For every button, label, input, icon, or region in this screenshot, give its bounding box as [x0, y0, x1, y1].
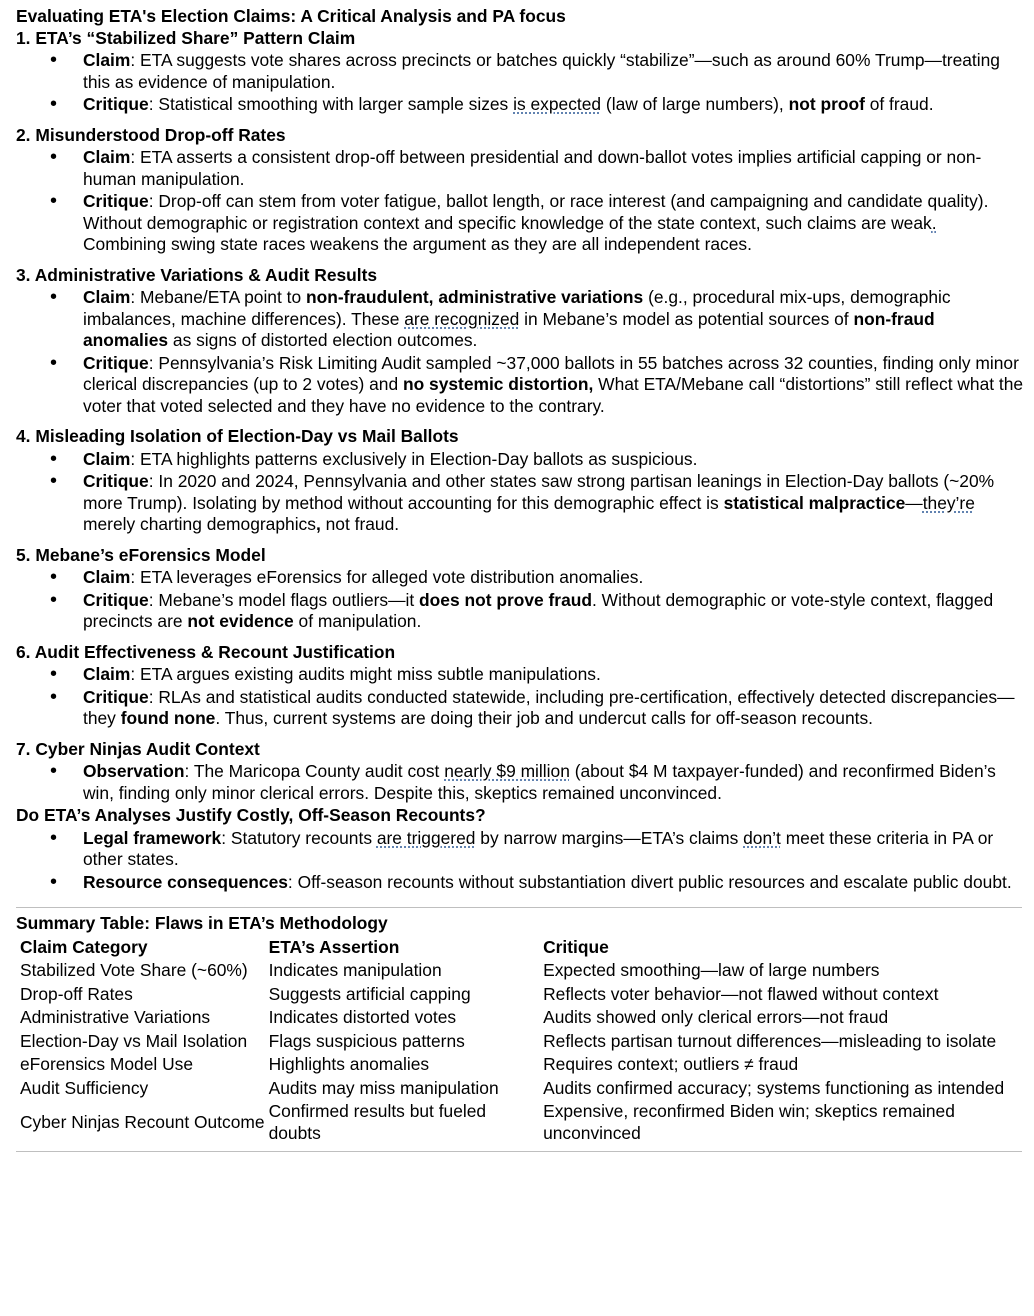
table-cell: Audits showed only clerical errors—not fraud — [543, 1007, 889, 1027]
section-2-claim — [16, 147, 1024, 190]
observation-text: (about $4 M taxpayer-funded) and reconfirmed Biden’s win, finding only minor clerical errors. Despite this, skeptics remained unconvinced. — [83, 761, 996, 803]
section-4-claim — [16, 449, 1024, 471]
grammar-flag: is expected — [513, 94, 602, 114]
grammar-flag: they’re — [922, 492, 975, 513]
section-3-heading: 3. Administrative Variations & Audit Results — [16, 264, 378, 285]
section-5-claim — [16, 567, 1024, 589]
claim-label: Claim — [83, 147, 131, 167]
grammar-flag: . — [931, 212, 937, 233]
critique-label: Critique — [83, 191, 149, 211]
claim-text: : ETA asserts a consistent drop-off between presidential and down-ballot votes implies artificial capping or non-human manipulation. — [83, 147, 982, 189]
table-row — [18, 1053, 1024, 1077]
column-header: ETA’s Assertion — [268, 936, 400, 957]
table-cell: Audits confirmed accuracy; systems functioning as intended — [543, 1077, 1005, 1098]
table-cell: Expensive, reconfirmed Biden win; skeptics remained unconvinced — [543, 1101, 955, 1143]
section-6-list — [16, 664, 1024, 730]
critique-text: of fraud. — [864, 94, 934, 114]
section-3-claim — [16, 287, 1024, 352]
critique-text: : In 2020 and 2024, Pennsylvania and other states saw strong partisan leanings in Election-Day ballots (~20% more Trump). Isolating by method without accounting for this demographic effect is — [83, 471, 995, 513]
claim-text: as signs of distorted election outcomes. — [168, 330, 478, 350]
table-cell: Reflects partisan turnout differences—misleading to isolate — [543, 1030, 997, 1051]
section-6-heading: 6. Audit Effectiveness & Recount Justification — [16, 641, 396, 662]
column-header: Critique — [543, 936, 609, 957]
recount-legal — [16, 828, 1024, 871]
grammar-flag: don’t — [743, 827, 781, 848]
table-row — [18, 1100, 1024, 1145]
table-cell: Requires context; outliers ≠ fraud — [543, 1054, 799, 1074]
divider — [16, 1151, 1022, 1152]
table-cell: Indicates distorted votes — [268, 1007, 457, 1027]
section-7-observation — [16, 761, 1024, 804]
table-cell: Indicates manipulation — [268, 960, 442, 980]
table-cell: Reflects voter behavior—not flawed without context — [543, 983, 939, 1004]
section-3-list — [16, 287, 1024, 417]
claim-text: (e.g., procedural mix-ups, demographic imbalances, machine differences). These — [83, 287, 951, 329]
section-7-heading: 7. Cyber Ninjas Audit Context — [16, 738, 260, 759]
critique-text: : Mebane’s model flags outliers—it — [148, 589, 420, 610]
section-2-critique — [16, 191, 1024, 256]
table-cell: Stabilized Vote Share (~60%) — [20, 960, 248, 980]
critique-text: What ETA/Mebane call “distortions” still reflect what the voter that voted selected and they have no evidence to the contrary. — [83, 374, 1024, 416]
table-cell: Cyber Ninjas Recount Outcome — [20, 1111, 265, 1132]
claim-emphasis: non-fraud anomalies — [83, 308, 935, 350]
critique-text: (law of large numbers), — [601, 94, 789, 114]
section-4-list — [16, 449, 1024, 536]
claim-label: Claim — [83, 664, 131, 684]
critique-emphasis: not proof — [788, 94, 865, 114]
table-cell: Administrative Variations — [20, 1007, 211, 1027]
critique-emphasis: does not prove fraud — [419, 589, 592, 610]
table-cell: eForensics Model Use — [20, 1054, 194, 1074]
legal-label: Legal framework — [83, 827, 222, 848]
table-cell: Expected smoothing—law of large numbers — [543, 960, 880, 980]
section-6-critique — [16, 687, 1024, 730]
table-cell: Highlights anomalies — [268, 1054, 430, 1074]
critique-emphasis: found none — [120, 708, 216, 728]
claim-label: Claim — [83, 448, 131, 469]
resource-text: : Off-season recounts without substantiation divert public resources and escalate public doubt. — [287, 871, 1012, 892]
section-6-claim — [16, 664, 1024, 686]
section-1-list — [16, 50, 1024, 116]
table-cell: Audit Sufficiency — [20, 1077, 149, 1098]
observation-text: : The Maricopa County audit cost — [184, 761, 445, 781]
critique-text: : RLAs and statistical audits conducted statewide, including pre-certification, effectively detected discrepancies—they — [83, 686, 1015, 728]
claim-label: Claim — [83, 50, 131, 70]
critique-text: of manipulation. — [293, 611, 422, 631]
critique-label: Critique — [83, 589, 149, 610]
claim-text: : Mebane/ETA point to — [130, 287, 306, 307]
legal-text: meet these criteria in PA or other states. — [83, 827, 994, 869]
table-row — [18, 983, 1024, 1007]
section-1-critique — [16, 94, 1024, 116]
grammar-flag: are recognized — [404, 308, 520, 329]
critique-emphasis: not evidence — [187, 611, 294, 631]
legal-text: by narrow margins—ETA’s claims — [475, 827, 744, 848]
table-cell: Flags suspicious patterns — [268, 1030, 465, 1051]
resource-label: Resource consequences — [83, 871, 288, 892]
table-row — [18, 1077, 1024, 1101]
recount-heading: Do ETA’s Analyses Justify Costly, Off-Season Recounts? — [16, 805, 486, 825]
claim-text: in Mebane’s model as potential sources of — [519, 308, 854, 329]
document-title: Evaluating ETA's Election Claims: A Critical Analysis and PA focus — [16, 6, 566, 26]
critique-text: : Statistical smoothing with larger sample sizes — [148, 94, 514, 114]
claim-label: Claim — [83, 287, 131, 307]
table-cell: Suggests artificial capping — [268, 983, 471, 1004]
critique-text: : Drop-off can stem from voter fatigue, ballot length, or race interest (and campaigning and candidate quality). Without demographic or registration context and specific knowledge of the state context, such claims are weak — [83, 191, 989, 233]
section-1-heading: 1. ETA’s “Stabilized Share” Pattern Claim — [16, 27, 356, 48]
section-5-list — [16, 567, 1024, 633]
recount-resource — [16, 872, 1024, 894]
summary-table — [18, 935, 1024, 1146]
critique-text: merely charting demographics — [83, 514, 316, 534]
recount-list — [16, 828, 1024, 894]
claim-text: : ETA leverages eForensics for alleged vote distribution anomalies. — [130, 567, 644, 587]
section-5-critique — [16, 590, 1024, 633]
critique-label: Critique — [83, 352, 149, 373]
critique-emphasis: statistical malpractice — [723, 492, 906, 513]
claim-label: Claim — [83, 567, 131, 587]
critique-emphasis: , — [315, 514, 321, 534]
table-cell: Drop-off Rates — [20, 983, 133, 1004]
claim-text: : ETA argues existing audits might miss subtle manipulations. — [130, 664, 601, 684]
table-row — [18, 1030, 1024, 1054]
table-cell: Election-Day vs Mail Isolation — [20, 1030, 248, 1051]
table-row — [18, 1006, 1024, 1030]
critique-text: . Thus, current systems are doing their job and undercut calls for off-season recounts. — [215, 708, 874, 728]
legal-text: : Statutory recounts — [221, 827, 377, 848]
critique-text: not fraud. — [320, 514, 400, 534]
section-5-heading: 5. Mebane’s eForensics Model — [16, 544, 266, 565]
table-cell: Audits may miss manipulation — [268, 1077, 499, 1098]
critique-label: Critique — [83, 686, 149, 707]
section-2-list — [16, 147, 1024, 256]
section-7-list — [16, 761, 1024, 804]
critique-text: : Pennsylvania’s Risk Limiting Audit sampled ~37,000 ballots in 55 batches across 32 counties, finding only minor clerical discrepancies (up to 2 votes) and — [83, 352, 1019, 394]
section-2-heading: 2. Misunderstood Drop-off Rates — [16, 124, 286, 145]
critique-text: . Without demographic or vote-style context, flagged precincts are — [83, 589, 994, 631]
critique-emphasis: no systemic distortion, — [402, 374, 594, 394]
observation-label: Observation — [83, 761, 185, 781]
section-4-critique — [16, 471, 1024, 536]
table-header-row — [18, 935, 1024, 960]
critique-label: Critique — [83, 94, 149, 114]
column-header: Claim Category — [20, 936, 148, 957]
table-cell: Confirmed results but fueled doubts — [268, 1101, 487, 1143]
summary-heading: Summary Table: Flaws in ETA’s Methodology — [16, 913, 388, 933]
grammar-flag: nearly $9 million — [444, 761, 570, 781]
critique-text: — — [905, 492, 923, 513]
section-3-critique — [16, 353, 1024, 418]
claim-text: : ETA suggests vote shares across precincts or batches quickly “stabilize”—such as around 60% Trump—treating this as evidence of manipulation. — [83, 50, 1000, 92]
critique-label: Critique — [83, 471, 149, 491]
critique-text: Combining swing state races weakens the argument as they are all independent races. — [83, 234, 752, 254]
claim-text: : ETA highlights patterns exclusively in Election-Day ballots as suspicious. — [130, 448, 698, 469]
divider — [16, 907, 1022, 908]
grammar-flag: are triggered — [376, 827, 476, 848]
section-1-claim — [16, 50, 1024, 93]
section-4-heading: 4. Misleading Isolation of Election-Day vs Mail Ballots — [16, 426, 459, 446]
claim-emphasis: non-fraudulent, administrative variations — [305, 287, 644, 307]
table-row — [18, 959, 1024, 983]
